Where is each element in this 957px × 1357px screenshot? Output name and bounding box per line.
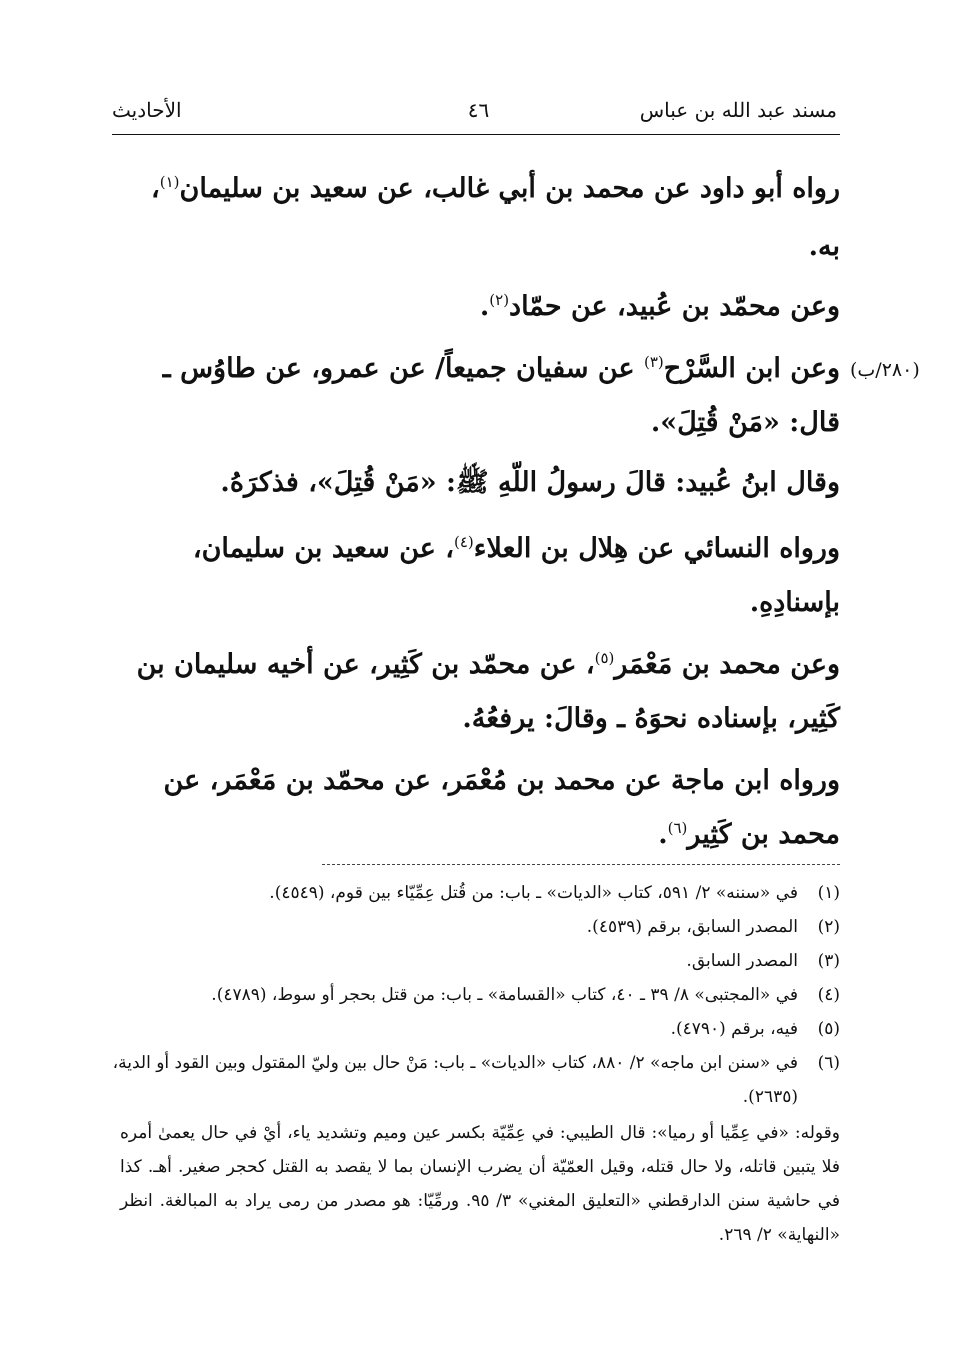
paragraph-1-line-2: به. [808, 231, 840, 262]
paragraph-5: ورواه النسائي عن هِلال بن العلاء$^{(٤)}$، عن سعيد بن سليمان، [192, 533, 840, 564]
footnotes [110, 876, 840, 1252]
paragraph-5-line-2: بإسنادِهِ. [749, 587, 840, 618]
footnote-ref-4: (٤) [453, 533, 474, 551]
header-rule [112, 134, 840, 135]
footnote-ref-6: (٦) [667, 819, 688, 837]
paragraph-1: رواه أبو داود عن محمد بن أبي غالب، عن سعيد بن سليمان$^{(١)}$، [151, 173, 840, 204]
manuscript-folio-note: (٢٨٠/ب) [850, 359, 920, 381]
paragraph-7: ورواه ابن ماجة عن محمد بن مُعْمَر، عن محمّد بن مَعْمَر، عن [163, 765, 840, 796]
footnote-2: (٢) المصدر السابق، برقم (٤٥٣٩). [586, 917, 840, 937]
page-number: ٤٦ [467, 98, 490, 122]
paragraph-2: وعن محمّد بن عُبيد، عن حمّاد$^{(٢)}$. [479, 291, 840, 322]
footnote-ref-2: (٢) [489, 291, 510, 309]
footnote-commentary: وقوله: «في عِمِّيا أو رميا»: قال الطيبي: في عِمِّيّة بكسر عين وميم وتشديد ياء، أيْ في حال يعمىٰ أمره فلا يتبين قاتله، ولا حال قتله، وقيل العمّيّة أن يضرب الإنسان بما لا يقصد به القتل كحجر صغير. أهـ. كذا في حاشية سنن الدارقطني «التعليق المغني» ٣/ ٩٥. ورمِّيّا: هو مصدر من رمى يراد به المبالغة. انظر «النهاية» ٢/ ٢٦٩. [120, 1123, 840, 1245]
footnote-1: (١) في «سننه» ٢/ ٥٩١، كتاب «الديات» ـ باب: من قُتل عِمِّيّاء بين قوم، (٤٥٤٩). [269, 883, 840, 903]
footnote-separator [322, 864, 840, 865]
paragraph-4: وقال ابنُ عُبيد: قالَ رسولُ اللّهِ ﷺ: «مَنْ قُتِلَ»، فذكرَهُ. [220, 467, 840, 498]
paragraph-3: وعن ابن السَّرْح$^{(٣)}$ عن سفيان جميعاً/ عن عمرو، عن طاوُس ـ [162, 353, 840, 384]
paragraph-3-line-2: قال: «مَنْ قُتِلَ». [650, 407, 840, 438]
paragraph-6-line-2: كَثِير، بإسناده نحوَهُ ـ وقالَ: يرفعُهُ. [462, 703, 840, 734]
footnote-6: (٦) في «سنن ابن ماجه» ٢/ ٨٨٠، كتاب «الديات» ـ باب: مَنْ حال بين وليّ المقتول وبين القود أو الدية، (٢٦٣٥). [112, 1053, 840, 1107]
footnote-ref-1: (١) [159, 173, 180, 191]
running-header-title: مسند عبد الله بن عباس [639, 98, 837, 122]
running-header-section: الأحاديث [112, 98, 182, 122]
footnote-4: (٤) في «المجتبى» ٨/ ٣٩ ـ ٤٠، كتاب «القسامة» ـ باب: من قتل بحجر أو سوط، (٤٧٨٩). [211, 985, 840, 1005]
footnote-3: (٣) المصدر السابق. [686, 951, 840, 971]
paragraph-7-line-2: محمد بن كَثِير$^{(٦)}$. [658, 819, 840, 850]
footnote-5: (٥) فيه، برقم (٤٧٩٠). [670, 1019, 840, 1039]
footnote-ref-5: (٥) [594, 649, 615, 667]
footnote-ref-3: (٣) [644, 353, 664, 371]
paragraph-6: وعن محمد بن مَعْمَر$^{(٥)}$، عن محمّد بن كَثِير، عن أخيه سليمان بن [136, 649, 840, 680]
